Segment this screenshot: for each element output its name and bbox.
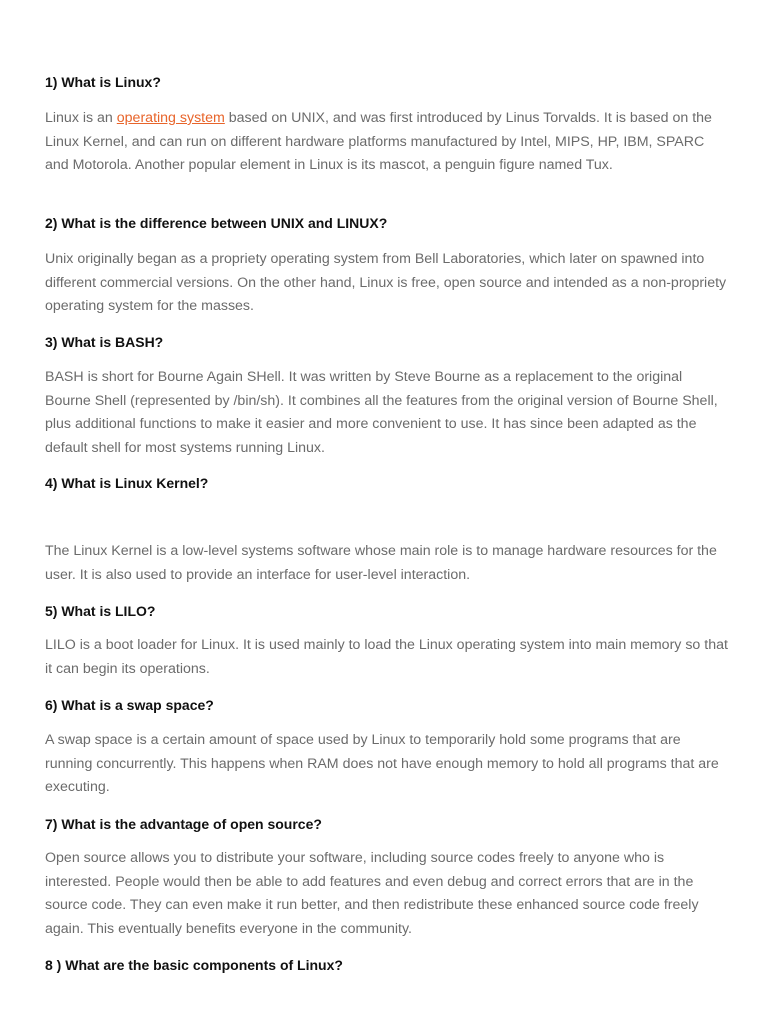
- answer-5: LILO is a boot loader for Linux. It is used mainly to load the Linux operating system into main memory so that it can begin its operations.: [45, 637, 728, 677]
- answer-7: Open source allows you to distribute your software, including source codes freely to anyone who is interested. People would then be able to add features and even debug and correct errors that are in the source code. They can even make it run better, and then redistribute these enhanced source code freely again. This eventually benefits everyone in the community.: [45, 850, 699, 937]
- operating-system-link[interactable]: operating system: [116, 110, 225, 126]
- answer-6: A swap space is a certain amount of space used by Linux to temporarily hold some programs that are running concurrently. This happens when RAM does not have enough memory to hold all programs that are executing.: [45, 732, 719, 795]
- question-2: 2) What is the difference between UNIX and LINUX?: [45, 215, 388, 231]
- question-7: 7) What is the advantage of open source?: [45, 816, 322, 832]
- question-6: 6) What is a swap space?: [45, 697, 214, 713]
- answer-3: BASH is short for Bourne Again SHell. It was written by Steve Bourne as a replacement to the original Bourne Shell (represented by /bin/sh). It combines all the features from the original version of Bourne Shell, plus additional functions to make it easier and more convenient to use. It has since been adapted as the default shell for most systems running Linux.: [45, 369, 718, 456]
- question-3: 3) What is BASH?: [45, 334, 164, 350]
- answer-2: Unix originally began as a propriety operating system from Bell Laboratories, which later on spawned into different commercial versions. On the other hand, Linux is free, open source and intended as a non-propriety operating system for the masses.: [45, 251, 727, 314]
- question-5: 5) What is LILO?: [45, 603, 156, 619]
- answer-1: [45, 107, 730, 178]
- answer-1-text-start: Linux is an: [45, 110, 117, 126]
- answer-1-text-end: based on UNIX, and was first introduced by Linus Torvalds. It is based on the Linux Kernel, and can run on different hardware platforms manufactured by Intel, MIPS, HP, IBM, SPARC and Motorola. Another popular element in Linux is its mascot, a penguin figure named Tux.: [45, 110, 712, 173]
- answer-4: The Linux Kernel is a low-level systems software whose main role is to manage hardware resources for the user. It is also used to provide an interface for user-level interaction.: [45, 543, 717, 583]
- question-4: 4) What is Linux Kernel?: [45, 475, 209, 491]
- question-8: 8 ) What are the basic components of Linux?: [45, 957, 343, 973]
- question-1: 1) What is Linux?: [45, 74, 161, 90]
